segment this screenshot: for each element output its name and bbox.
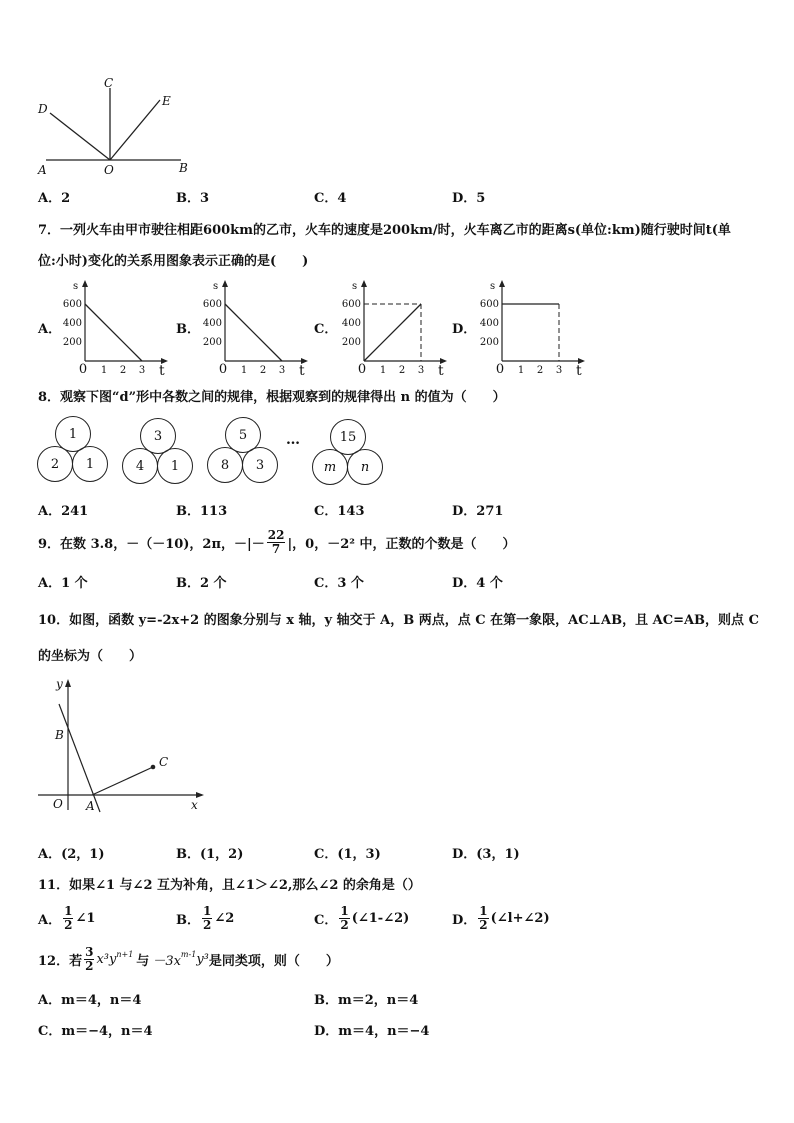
q9-text	[38, 522, 515, 562]
y-axis-arrow	[361, 280, 367, 287]
y-tick-label: 200	[202, 337, 222, 348]
ellipsis: …	[286, 432, 300, 448]
term2-tail: y³	[196, 951, 209, 967]
q7-text-line2: 位:小时)变化的关系用图象表示正确的是( )	[38, 254, 309, 269]
frac-den: 7	[271, 541, 281, 556]
x-tick-label: 0	[218, 362, 228, 377]
q9-text-after: |，0，－2² 中，正数的个数是（ ）	[287, 536, 516, 552]
x-tick-label: 1	[100, 365, 108, 376]
option-tail: (∠1-∠2)	[351, 910, 410, 926]
circle-left: 2	[37, 446, 73, 482]
x-tick-label: 2	[259, 365, 267, 376]
q8-option-b[interactable]: B．113	[176, 504, 228, 519]
q10-text-line1: 10．如图，函数 y=-2x+2 的图象分别与 x 轴，y 轴交于 A，B 两点，点 C 在第一象限，AC⊥AB，且 AC=AB，则点 C	[38, 613, 759, 628]
frac-num: 22	[267, 527, 285, 542]
y-tick-label: 200	[479, 337, 499, 348]
x-tick-label: 2	[536, 365, 544, 376]
x-axis-label: t	[438, 363, 444, 379]
q12-mid: 与	[136, 953, 150, 969]
point-c-label: C	[159, 755, 169, 769]
circle-right: n	[347, 449, 383, 485]
circle-left: 8	[207, 447, 243, 483]
q9-option-c[interactable]: C．3 个	[314, 576, 364, 591]
y-axis-label: s	[352, 281, 358, 292]
frac-den: 2	[64, 917, 73, 932]
y-tick-label: 200	[341, 337, 361, 348]
term2-exponent: m-1	[180, 949, 197, 959]
option-letter: D．	[452, 912, 477, 928]
q6-option-c[interactable]: C．4	[314, 191, 347, 206]
q7-option-a[interactable]: A．	[38, 322, 62, 337]
circle-right: 3	[242, 447, 278, 483]
circle-top: 15	[330, 419, 366, 455]
x-axis-label: t	[159, 363, 165, 379]
q9-option-a[interactable]: A．1 个	[38, 576, 88, 591]
q6-option-a[interactable]: A．2	[38, 191, 71, 206]
y-tick-label: 400	[62, 318, 82, 329]
axis-y-label: y	[56, 677, 63, 691]
graph-b	[200, 277, 310, 377]
frac-num: 1	[340, 903, 349, 918]
circle-top: 5	[225, 417, 261, 453]
x-tick-label: 3	[417, 365, 425, 376]
point-b-label: B	[55, 728, 64, 742]
origin-label: O	[53, 797, 63, 811]
frac-num: 1	[479, 903, 488, 918]
q12-text	[38, 941, 339, 977]
frac-num: 3	[85, 944, 94, 959]
q12-option-c[interactable]: C．m＝−4，n＝4	[38, 1024, 153, 1039]
q11-text: 11．如果∠1 与∠2 互为补角，且∠1＞∠2,那么∠2 的余角是（）	[38, 878, 421, 893]
q8-option-c[interactable]: C．143	[314, 504, 365, 519]
term2: －3x	[152, 953, 181, 969]
y-tick-label: 600	[62, 299, 82, 310]
q7-option-d[interactable]: D．	[452, 322, 477, 337]
q6-option-d[interactable]: D．5	[452, 191, 486, 206]
y-tick-label: 400	[202, 318, 222, 329]
option-letter: A．	[38, 912, 62, 928]
option-tail: (∠l+∠2)	[490, 910, 550, 926]
axis-x-label: x	[191, 798, 198, 812]
y-tick-label: 400	[341, 318, 361, 329]
y-tick-label: 600	[341, 299, 361, 310]
term1: x³y	[96, 951, 117, 967]
q6-option-b[interactable]: B．3	[176, 191, 210, 206]
fraction	[478, 905, 488, 932]
y-axis-arrow	[499, 280, 505, 287]
q12-lead: 12．若	[38, 953, 83, 969]
label-c: C	[104, 76, 114, 90]
option-tail: ∠2	[214, 910, 235, 926]
fraction	[339, 905, 349, 932]
frac-den: 2	[203, 917, 212, 932]
x-axis-label: t	[299, 363, 305, 379]
x-tick-label: 2	[119, 365, 127, 376]
q9-option-b[interactable]: B．2 个	[176, 576, 227, 591]
q12-option-a[interactable]: A．m＝4，n＝4	[38, 993, 142, 1008]
q11-option-d[interactable]	[452, 899, 550, 937]
y-axis-label: s	[490, 281, 496, 292]
q8-text: 8．观察下图“d”形中各数之间的规律，根据观察到的规律得出 n 的值为（ ）	[38, 390, 506, 405]
q12-option-b[interactable]: B．m＝2，n＝4	[314, 993, 419, 1008]
term1-exponent: n+1	[116, 949, 134, 959]
x-tick-label: 0	[357, 362, 367, 377]
fraction	[267, 529, 286, 556]
q12-tail: 是同类项，则（ ）	[208, 953, 339, 969]
frac-den: 2	[340, 917, 349, 932]
y-tick-label: 400	[479, 318, 499, 329]
y-axis-label: s	[73, 281, 79, 292]
x-tick-label: 3	[278, 365, 286, 376]
fraction	[63, 905, 73, 932]
q8-option-d[interactable]: D．271	[452, 504, 504, 519]
q11-option-b[interactable]	[176, 899, 234, 937]
x-tick-label: 1	[517, 365, 525, 376]
q10-option-d[interactable]: D．(3，1)	[452, 847, 520, 862]
frac-den: 2	[479, 917, 488, 932]
y-tick-label: 200	[62, 337, 82, 348]
frac-num: 1	[203, 903, 212, 918]
x-tick-label: 1	[379, 365, 387, 376]
y-axis-arrow	[222, 280, 228, 287]
option-letter: B．	[176, 912, 200, 928]
circle-left: 4	[122, 448, 158, 484]
fraction	[84, 946, 94, 973]
graph-line	[85, 304, 142, 361]
q7-option-b[interactable]: B．	[176, 322, 200, 337]
label-o: O	[104, 163, 114, 177]
label-e: E	[162, 94, 171, 108]
linear-function-figure	[36, 674, 211, 814]
frac-den: 2	[85, 958, 94, 973]
q10-text-line2: 的坐标为（ ）	[38, 649, 143, 664]
circle-top: 3	[140, 418, 176, 454]
frac-num: 1	[64, 903, 73, 918]
q7-option-c[interactable]: C．	[314, 322, 338, 337]
q8-option-a[interactable]: A．241	[38, 504, 89, 519]
option-letter: C．	[314, 912, 338, 928]
label-d: D	[38, 102, 48, 116]
circle-left: m	[312, 449, 348, 485]
graph-a	[60, 277, 170, 377]
graph-c	[339, 277, 449, 377]
x-tick-label: 0	[78, 362, 88, 377]
y-tick-label: 600	[479, 299, 499, 310]
q10-option-c[interactable]: C．(1，3)	[314, 847, 381, 862]
circle-right: 1	[72, 446, 108, 482]
option-tail: ∠1	[75, 910, 96, 926]
x-tick-label: 2	[398, 365, 406, 376]
q9-text-before: 9．在数 3.8，－（－10)，2π，－|－	[38, 536, 265, 552]
y-axis-label: s	[213, 281, 219, 292]
q10-option-b[interactable]: B．(1，2)	[176, 847, 244, 862]
label-b: B	[179, 161, 188, 175]
y-tick-label: 600	[202, 299, 222, 310]
fraction	[202, 905, 212, 932]
circle-right: 1	[157, 448, 193, 484]
x-tick-label: 1	[240, 365, 248, 376]
label-a: A	[38, 163, 47, 177]
graph-line	[364, 304, 421, 361]
q11-option-c[interactable]	[314, 899, 409, 937]
circle-top: 1	[55, 416, 91, 452]
q9-option-d[interactable]: D．4 个	[452, 576, 503, 591]
q11-option-a[interactable]	[38, 899, 95, 937]
x-tick-label: 3	[555, 365, 563, 376]
x-tick-label: 0	[495, 362, 505, 377]
q12-option-d[interactable]: D．m＝4，n＝−4	[314, 1024, 430, 1039]
graph-d	[477, 277, 587, 377]
x-tick-label: 3	[138, 365, 146, 376]
point-a-label: A	[86, 799, 95, 813]
q10-option-a[interactable]: A．(2，1)	[38, 847, 105, 862]
graph-line	[225, 304, 282, 361]
q7-text-line1: 7．一列火车由甲市驶往相距600km的乙市，火车的速度是200km/时，火车离乙市的距离s(单位:km)随行驶时间t(单	[38, 223, 731, 238]
x-axis-label: t	[576, 363, 582, 379]
y-axis-arrow	[82, 280, 88, 287]
angle-figure	[36, 74, 196, 178]
